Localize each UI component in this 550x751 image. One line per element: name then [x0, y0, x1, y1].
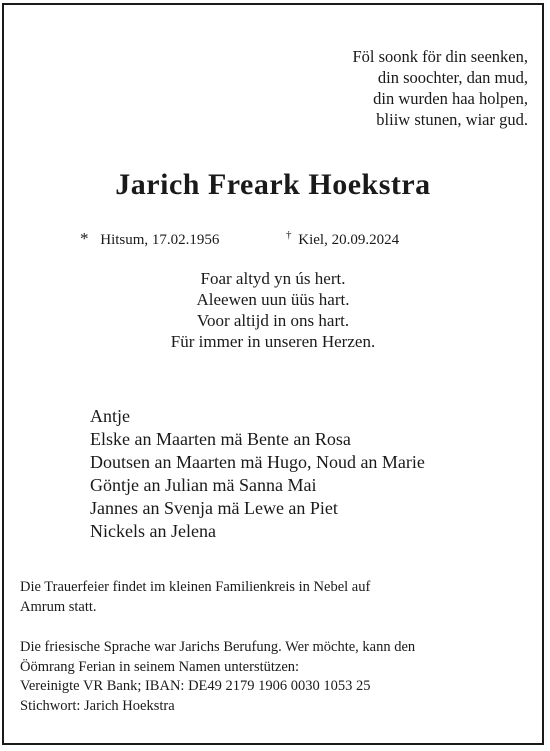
poem — [352, 46, 528, 130]
family-member: Elske an Maarten mä Bente an Rosa — [90, 429, 351, 449]
donation-notice — [20, 638, 535, 716]
donation-notice-line: Öömrang Ferian in seinem Namen unterstützen: — [20, 658, 300, 675]
birth-text: Hitsum, 17.02.1956 — [100, 232, 220, 248]
motto-line: Foar altyd yn ús hert. — [200, 269, 346, 288]
motto-line: Voor altijd in ons hart. — [196, 311, 350, 330]
motto-line: Für immer in unseren Herzen. — [170, 332, 376, 351]
family-member: Antje — [90, 406, 130, 426]
funeral-notice-line: Die Trauerfeier findet im kleinen Familienkreis in Nebel auf — [20, 579, 371, 595]
donation-keyword-line: Stichwort: Jarich Hoekstra — [20, 697, 175, 714]
motto-line: Aleewen uun üüs hart. — [196, 290, 350, 309]
birth-info — [80, 229, 219, 249]
poem-line: Föl soonk för din seenken, — [352, 47, 528, 66]
death-cross-icon: † — [286, 229, 292, 241]
birth-star-icon: * — [80, 229, 89, 248]
deceased-name: Jarich Freark Hoekstra — [115, 168, 431, 201]
funeral-notice-line: Amrum statt. — [20, 598, 97, 615]
poem-line: din soochter, dan mud, — [377, 68, 528, 87]
donation-notice-line: Die friesische Sprache war Jarichs Berufung. Wer möchte, kann den — [20, 639, 416, 655]
family-member: Nickels an Jelena — [90, 521, 216, 541]
donation-bank-line: Vereinigte VR Bank; IBAN: DE49 2179 1906 0030 1053 25 — [20, 678, 371, 694]
family-list — [90, 405, 425, 543]
death-text: Kiel, 20.09.2024 — [298, 232, 400, 248]
poem-line: din wurden haa holpen, — [373, 89, 528, 108]
family-member: Jannes an Svenja mä Lewe an Piet — [90, 498, 338, 518]
death-info — [286, 229, 399, 249]
family-member: Doutsen an Maarten mä Hugo, Noud an Marie — [90, 452, 425, 472]
motto — [0, 268, 546, 352]
family-member: Göntje an Julian mä Sanna Mai — [90, 475, 317, 495]
funeral-notice — [20, 578, 535, 617]
poem-line: bliiw stunen, wiar gud. — [376, 110, 528, 129]
